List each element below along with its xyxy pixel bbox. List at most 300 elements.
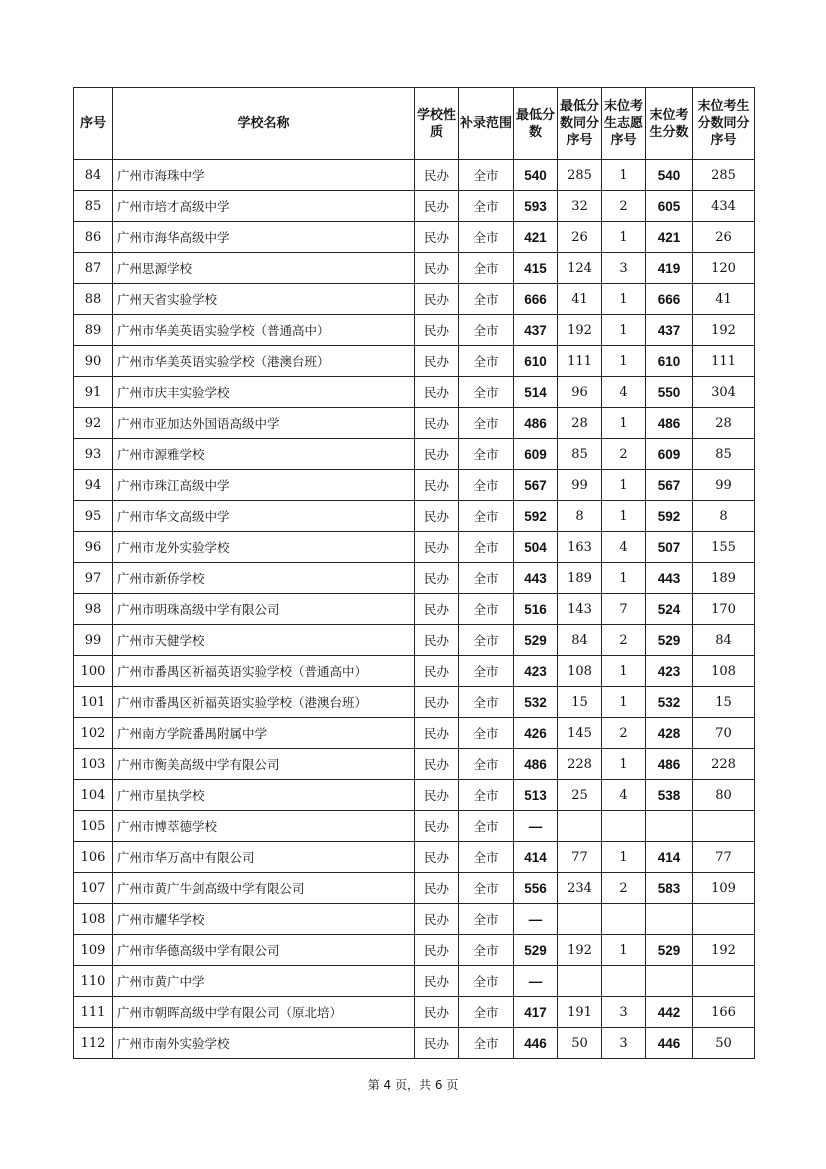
cell-last-score: 446 [646, 1028, 693, 1059]
cell-last-choice-rank: 4 [602, 532, 646, 563]
cell-min-score-rank: 108 [558, 656, 602, 687]
cell-scope: 全市 [459, 687, 514, 718]
cell-last-score-rank: 228 [693, 749, 755, 780]
cell-min-score: 610 [514, 346, 558, 377]
cell-min-score-rank: 26 [558, 222, 602, 253]
cell-index: 84 [74, 160, 113, 191]
cell-last-choice-rank: 2 [602, 191, 646, 222]
cell-scope: 全市 [459, 501, 514, 532]
cell-min-score: 514 [514, 377, 558, 408]
table-row [74, 966, 755, 997]
cell-last-score [646, 966, 693, 997]
cell-index: 95 [74, 501, 113, 532]
cell-scope: 全市 [459, 532, 514, 563]
cell-last-choice-rank: 1 [602, 222, 646, 253]
cell-last-score-rank: 108 [693, 656, 755, 687]
admission-score-table [73, 87, 755, 1059]
cell-min-score: 593 [514, 191, 558, 222]
cell-min-score: 437 [514, 315, 558, 346]
cell-last-choice-rank: 1 [602, 284, 646, 315]
cell-min-score-rank [558, 966, 602, 997]
cell-last-score: 443 [646, 563, 693, 594]
cell-school-type: 民办 [415, 253, 459, 284]
cell-school-type: 民办 [415, 687, 459, 718]
cell-last-score-rank: 84 [693, 625, 755, 656]
cell-min-score-rank: 32 [558, 191, 602, 222]
cell-school-type: 民办 [415, 811, 459, 842]
cell-last-score: 437 [646, 315, 693, 346]
cell-last-score-rank: 189 [693, 563, 755, 594]
cell-last-choice-rank [602, 904, 646, 935]
cell-last-score-rank: 111 [693, 346, 755, 377]
cell-school-type: 民办 [415, 935, 459, 966]
table-row [74, 408, 755, 439]
cell-index: 97 [74, 563, 113, 594]
table-row [74, 160, 755, 191]
cell-school-name: 广州南方学院番禺附属中学 [113, 718, 415, 749]
cell-school-name: 广州市海珠中学 [113, 160, 415, 191]
cell-school-name: 广州市源雅学校 [113, 439, 415, 470]
cell-min-score: 443 [514, 563, 558, 594]
cell-min-score-rank [558, 811, 602, 842]
col-header-school-type: 学校性质 [415, 88, 459, 160]
cell-index: 105 [74, 811, 113, 842]
cell-last-score: 583 [646, 873, 693, 904]
cell-school-name: 广州市明珠高级中学有限公司 [113, 594, 415, 625]
cell-school-name: 广州市番禺区祈福英语实验学校（普通高中） [113, 656, 415, 687]
cell-min-score-rank: 143 [558, 594, 602, 625]
cell-min-score-rank: 77 [558, 842, 602, 873]
cell-last-score-rank: 192 [693, 315, 755, 346]
col-header-min-score-rank: 最低分数同分序号 [558, 88, 602, 160]
table-row [74, 594, 755, 625]
cell-index: 88 [74, 284, 113, 315]
cell-last-score: 423 [646, 656, 693, 687]
cell-last-choice-rank: 3 [602, 997, 646, 1028]
table-header [74, 88, 755, 160]
cell-school-name: 广州市星执学校 [113, 780, 415, 811]
cell-school-type: 民办 [415, 191, 459, 222]
cell-last-choice-rank: 7 [602, 594, 646, 625]
cell-scope: 全市 [459, 656, 514, 687]
cell-school-name: 广州市珠江高级中学 [113, 470, 415, 501]
cell-last-score: 486 [646, 749, 693, 780]
cell-school-type: 民办 [415, 284, 459, 315]
cell-school-name: 广州市黄广牛剑高级中学有限公司 [113, 873, 415, 904]
cell-min-score-rank: 50 [558, 1028, 602, 1059]
cell-school-name: 广州市华德高级中学有限公司 [113, 935, 415, 966]
table-row [74, 687, 755, 718]
cell-index: 93 [74, 439, 113, 470]
cell-last-score: 442 [646, 997, 693, 1028]
cell-last-choice-rank: 3 [602, 1028, 646, 1059]
table-row [74, 904, 755, 935]
cell-school-name: 广州市亚加达外国语高级中学 [113, 408, 415, 439]
cell-last-score-rank: 8 [693, 501, 755, 532]
table-row [74, 1028, 755, 1059]
table-row [74, 749, 755, 780]
cell-min-score-rank: 8 [558, 501, 602, 532]
cell-school-type: 民办 [415, 160, 459, 191]
cell-last-score-rank: 26 [693, 222, 755, 253]
cell-school-type: 民办 [415, 780, 459, 811]
cell-min-score: 421 [514, 222, 558, 253]
cell-school-type: 民办 [415, 656, 459, 687]
table-row [74, 253, 755, 284]
cell-school-name: 广州市耀华学校 [113, 904, 415, 935]
cell-scope: 全市 [459, 594, 514, 625]
cell-scope: 全市 [459, 997, 514, 1028]
cell-school-type: 民办 [415, 718, 459, 749]
cell-scope: 全市 [459, 780, 514, 811]
cell-scope: 全市 [459, 191, 514, 222]
cell-index: 99 [74, 625, 113, 656]
col-header-last-score-rank: 末位考生分数同分序号 [693, 88, 755, 160]
cell-min-score: 513 [514, 780, 558, 811]
cell-last-score: 540 [646, 160, 693, 191]
cell-min-score-rank: 96 [558, 377, 602, 408]
cell-min-score-rank: 41 [558, 284, 602, 315]
cell-min-score: 529 [514, 625, 558, 656]
cell-school-type: 民办 [415, 222, 459, 253]
cell-last-score: 610 [646, 346, 693, 377]
cell-school-name: 广州市华美英语实验学校（普通高中） [113, 315, 415, 346]
cell-index: 112 [74, 1028, 113, 1059]
cell-school-name: 广州市庆丰实验学校 [113, 377, 415, 408]
cell-min-score-rank: 99 [558, 470, 602, 501]
cell-school-type: 民办 [415, 377, 459, 408]
cell-last-score-rank: 434 [693, 191, 755, 222]
cell-school-name: 广州市华万高中有限公司 [113, 842, 415, 873]
cell-last-score: 592 [646, 501, 693, 532]
cell-min-score: 446 [514, 1028, 558, 1059]
cell-last-choice-rank: 1 [602, 501, 646, 532]
cell-school-type: 民办 [415, 315, 459, 346]
table-body [74, 160, 755, 1059]
cell-school-type: 民办 [415, 470, 459, 501]
cell-min-score: 423 [514, 656, 558, 687]
cell-min-score: 666 [514, 284, 558, 315]
cell-last-score-rank: 80 [693, 780, 755, 811]
cell-last-score-rank: 28 [693, 408, 755, 439]
cell-index: 96 [74, 532, 113, 563]
cell-school-type: 民办 [415, 997, 459, 1028]
table-row [74, 935, 755, 966]
table-row [74, 439, 755, 470]
cell-index: 92 [74, 408, 113, 439]
cell-scope: 全市 [459, 842, 514, 873]
cell-last-score-rank: 304 [693, 377, 755, 408]
cell-school-name: 广州市龙外实验学校 [113, 532, 415, 563]
cell-last-choice-rank: 1 [602, 656, 646, 687]
cell-min-score: 609 [514, 439, 558, 470]
cell-last-score: 414 [646, 842, 693, 873]
col-header-min-score: 最低分数 [514, 88, 558, 160]
cell-last-score [646, 811, 693, 842]
cell-index: 108 [74, 904, 113, 935]
table-row [74, 470, 755, 501]
cell-min-score: 567 [514, 470, 558, 501]
cell-min-score-rank: 192 [558, 935, 602, 966]
cell-index: 111 [74, 997, 113, 1028]
table-row [74, 191, 755, 222]
cell-min-score-rank: 124 [558, 253, 602, 284]
cell-min-score-rank: 25 [558, 780, 602, 811]
cell-last-choice-rank: 2 [602, 718, 646, 749]
cell-last-score-rank [693, 811, 755, 842]
cell-min-score: 414 [514, 842, 558, 873]
cell-scope: 全市 [459, 346, 514, 377]
cell-school-type: 民办 [415, 1028, 459, 1059]
cell-last-score-rank: 99 [693, 470, 755, 501]
cell-min-score: 486 [514, 749, 558, 780]
cell-scope: 全市 [459, 811, 514, 842]
table-row [74, 656, 755, 687]
cell-index: 101 [74, 687, 113, 718]
cell-last-choice-rank: 1 [602, 842, 646, 873]
cell-min-score: 516 [514, 594, 558, 625]
cell-min-score: 426 [514, 718, 558, 749]
table-row [74, 315, 755, 346]
cell-last-choice-rank: 1 [602, 470, 646, 501]
cell-last-score-rank: 109 [693, 873, 755, 904]
cell-school-name: 广州市朝晖高级中学有限公司（原北培） [113, 997, 415, 1028]
cell-min-score-rank: 228 [558, 749, 602, 780]
cell-min-score: 529 [514, 935, 558, 966]
cell-min-score: — [514, 904, 558, 935]
cell-min-score: 417 [514, 997, 558, 1028]
cell-last-choice-rank: 1 [602, 346, 646, 377]
cell-last-score: 419 [646, 253, 693, 284]
cell-min-score: 556 [514, 873, 558, 904]
cell-last-score: 529 [646, 625, 693, 656]
cell-min-score: 415 [514, 253, 558, 284]
cell-last-choice-rank: 1 [602, 935, 646, 966]
cell-min-score-rank: 145 [558, 718, 602, 749]
cell-last-score: 538 [646, 780, 693, 811]
cell-last-choice-rank: 2 [602, 625, 646, 656]
cell-min-score-rank: 84 [558, 625, 602, 656]
cell-school-name: 广州市番禺区祈福英语实验学校（港澳台班） [113, 687, 415, 718]
cell-last-score: 605 [646, 191, 693, 222]
cell-last-choice-rank: 2 [602, 439, 646, 470]
cell-school-type: 民办 [415, 501, 459, 532]
cell-last-score: 507 [646, 532, 693, 563]
cell-min-score-rank: 28 [558, 408, 602, 439]
cell-index: 89 [74, 315, 113, 346]
cell-last-choice-rank: 4 [602, 780, 646, 811]
cell-last-score-rank: 41 [693, 284, 755, 315]
cell-scope: 全市 [459, 873, 514, 904]
cell-min-score-rank: 163 [558, 532, 602, 563]
cell-last-score-rank: 50 [693, 1028, 755, 1059]
cell-last-score [646, 904, 693, 935]
table-row [74, 346, 755, 377]
cell-last-score-rank: 15 [693, 687, 755, 718]
cell-last-choice-rank: 3 [602, 253, 646, 284]
cell-index: 100 [74, 656, 113, 687]
cell-min-score: 532 [514, 687, 558, 718]
cell-min-score: — [514, 811, 558, 842]
cell-last-score-rank: 85 [693, 439, 755, 470]
cell-scope: 全市 [459, 439, 514, 470]
cell-last-choice-rank: 1 [602, 160, 646, 191]
cell-min-score: 486 [514, 408, 558, 439]
table-row [74, 563, 755, 594]
cell-index: 91 [74, 377, 113, 408]
col-header-school-name: 学校名称 [113, 88, 415, 160]
cell-last-score: 524 [646, 594, 693, 625]
cell-last-choice-rank: 1 [602, 687, 646, 718]
cell-min-score: — [514, 966, 558, 997]
col-header-last-choice-rank: 末位考生志愿序号 [602, 88, 646, 160]
cell-index: 85 [74, 191, 113, 222]
cell-index: 90 [74, 346, 113, 377]
cell-last-choice-rank: 1 [602, 749, 646, 780]
cell-school-name: 广州市新侨学校 [113, 563, 415, 594]
cell-scope: 全市 [459, 408, 514, 439]
cell-index: 87 [74, 253, 113, 284]
cell-index: 103 [74, 749, 113, 780]
cell-last-score-rank: 120 [693, 253, 755, 284]
cell-scope: 全市 [459, 470, 514, 501]
cell-min-score-rank: 192 [558, 315, 602, 346]
cell-min-score: 540 [514, 160, 558, 191]
cell-last-choice-rank [602, 811, 646, 842]
cell-school-type: 民办 [415, 532, 459, 563]
cell-index: 106 [74, 842, 113, 873]
cell-last-score-rank: 166 [693, 997, 755, 1028]
cell-school-name: 广州市海华高级中学 [113, 222, 415, 253]
cell-school-name: 广州市华文高级中学 [113, 501, 415, 532]
table-row [74, 718, 755, 749]
cell-scope: 全市 [459, 749, 514, 780]
cell-school-type: 民办 [415, 346, 459, 377]
cell-index: 104 [74, 780, 113, 811]
cell-min-score: 592 [514, 501, 558, 532]
cell-last-score: 550 [646, 377, 693, 408]
cell-last-score: 609 [646, 439, 693, 470]
table-row [74, 377, 755, 408]
cell-scope: 全市 [459, 222, 514, 253]
cell-scope: 全市 [459, 718, 514, 749]
cell-index: 107 [74, 873, 113, 904]
table-row [74, 873, 755, 904]
cell-index: 109 [74, 935, 113, 966]
cell-scope: 全市 [459, 377, 514, 408]
cell-last-score-rank: 70 [693, 718, 755, 749]
cell-school-name: 广州市衡美高级中学有限公司 [113, 749, 415, 780]
cell-last-score: 666 [646, 284, 693, 315]
page-footer: 第 4 页，共 6 页 [367, 1078, 459, 1092]
cell-min-score: 504 [514, 532, 558, 563]
cell-last-score-rank [693, 904, 755, 935]
cell-school-type: 民办 [415, 873, 459, 904]
cell-scope: 全市 [459, 284, 514, 315]
cell-scope: 全市 [459, 625, 514, 656]
cell-school-name: 广州思源学校 [113, 253, 415, 284]
cell-scope: 全市 [459, 253, 514, 284]
cell-min-score-rank: 85 [558, 439, 602, 470]
cell-index: 98 [74, 594, 113, 625]
cell-last-score: 532 [646, 687, 693, 718]
table-row [74, 284, 755, 315]
cell-last-score-rank [693, 966, 755, 997]
cell-school-type: 民办 [415, 966, 459, 997]
cell-scope: 全市 [459, 935, 514, 966]
table-row [74, 222, 755, 253]
col-header-scope: 补录范围 [459, 88, 514, 160]
cell-school-type: 民办 [415, 904, 459, 935]
cell-scope: 全市 [459, 1028, 514, 1059]
cell-school-type: 民办 [415, 594, 459, 625]
cell-min-score-rank: 285 [558, 160, 602, 191]
cell-min-score-rank: 189 [558, 563, 602, 594]
header-row [74, 88, 755, 160]
cell-school-name: 广州市黄广中学 [113, 966, 415, 997]
cell-index: 94 [74, 470, 113, 501]
cell-last-score: 428 [646, 718, 693, 749]
cell-last-score-rank: 170 [693, 594, 755, 625]
cell-school-name: 广州市华美英语实验学校（港澳台班） [113, 346, 415, 377]
cell-last-choice-rank: 1 [602, 563, 646, 594]
cell-last-choice-rank: 4 [602, 377, 646, 408]
cell-min-score-rank: 191 [558, 997, 602, 1028]
cell-index: 102 [74, 718, 113, 749]
col-header-last-score: 末位考生分数 [646, 88, 693, 160]
cell-last-score: 421 [646, 222, 693, 253]
cell-min-score-rank: 111 [558, 346, 602, 377]
table-row [74, 625, 755, 656]
table-row [74, 501, 755, 532]
cell-scope: 全市 [459, 160, 514, 191]
cell-last-score-rank: 285 [693, 160, 755, 191]
cell-last-score-rank: 155 [693, 532, 755, 563]
cell-school-type: 民办 [415, 563, 459, 594]
cell-last-score: 529 [646, 935, 693, 966]
cell-scope: 全市 [459, 966, 514, 997]
cell-school-type: 民办 [415, 408, 459, 439]
cell-last-score-rank: 77 [693, 842, 755, 873]
cell-school-type: 民办 [415, 625, 459, 656]
cell-school-type: 民办 [415, 439, 459, 470]
cell-scope: 全市 [459, 563, 514, 594]
cell-last-score: 567 [646, 470, 693, 501]
col-header-index: 序号 [74, 88, 113, 160]
cell-last-score-rank: 192 [693, 935, 755, 966]
cell-min-score-rank: 15 [558, 687, 602, 718]
cell-school-name: 广州市博萃德学校 [113, 811, 415, 842]
cell-min-score-rank [558, 904, 602, 935]
cell-index: 86 [74, 222, 113, 253]
cell-last-choice-rank: 1 [602, 408, 646, 439]
table-row [74, 842, 755, 873]
cell-index: 110 [74, 966, 113, 997]
cell-school-name: 广州市南外实验学校 [113, 1028, 415, 1059]
cell-school-name: 广州天省实验学校 [113, 284, 415, 315]
cell-scope: 全市 [459, 904, 514, 935]
table-row [74, 532, 755, 563]
cell-school-name: 广州市培才高级中学 [113, 191, 415, 222]
cell-scope: 全市 [459, 315, 514, 346]
cell-last-choice-rank [602, 966, 646, 997]
cell-school-type: 民办 [415, 842, 459, 873]
cell-last-score: 486 [646, 408, 693, 439]
table-row [74, 811, 755, 842]
table-row [74, 997, 755, 1028]
cell-school-type: 民办 [415, 749, 459, 780]
cell-last-choice-rank: 2 [602, 873, 646, 904]
